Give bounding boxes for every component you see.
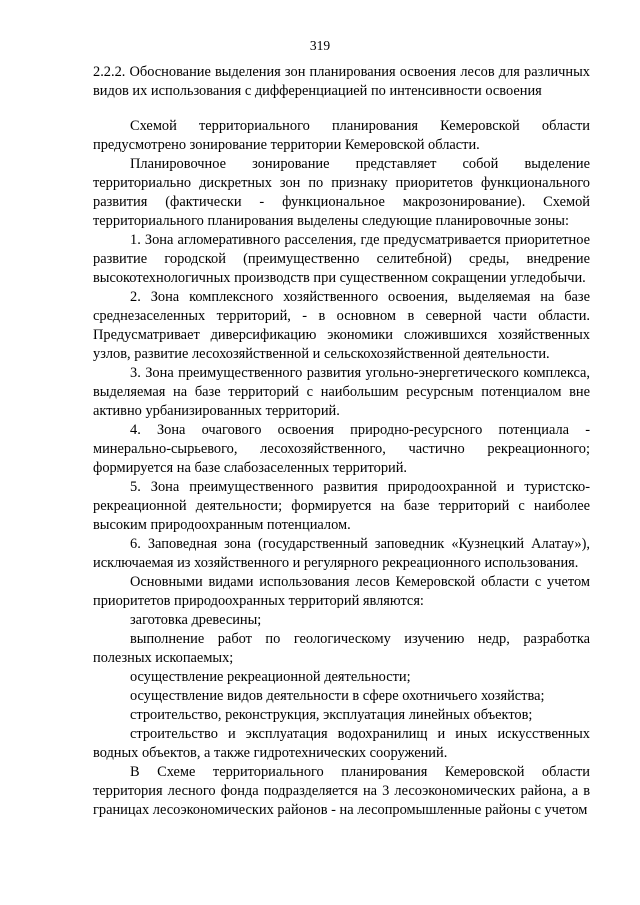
page-number: 319	[309, 38, 331, 53]
zone-item-1: 1. Зона агломеративного расселения, где предусматривается приоритетное развитие городской (преимущественно селитебной) среды, внедрение высокотехнологичных производств при существенном сокращении угледобычи.	[93, 232, 590, 286]
use-item-reservoirs: строительство и эксплуатация водохранилищ и иных искусственных водных объектов, а также гидротехнических сооружений.	[93, 726, 590, 761]
paragraph-intro: Схемой территориального планирования Кемеровской области предусмотрено зонирование территории Кемеровской области.	[93, 118, 590, 153]
paragraph-uses-intro: Основными видами использования лесов Кемеровской области с учетом приоритетов природоохранных территорий являются:	[93, 574, 590, 609]
paragraph-zoning: Планировочное зонирование представляет собой выделение территориально дискретных зон по признаку приоритетов функционального развития (фактически - функциональное макрозонирование). Схемой территориального планирования выделены следующие планировочные зоны:	[93, 156, 590, 229]
document-body	[93, 117, 590, 820]
use-item-linear-objects: строительство, реконструкция, эксплуатация линейных объектов;	[130, 707, 533, 723]
use-item-geology: выполнение работ по геологическому изучению недр, разработка полезных ископаемых;	[93, 631, 590, 666]
zone-item-3: 3. Зона преимущественного развития угольно-энергетического комплекса, выделяемая на базе территорий с наибольшим ресурсным потенциалом вне активно урбанизированных территорий.	[93, 365, 590, 419]
zone-item-6: 6. Заповедная зона (государственный заповедник «Кузнецкий Алатау»), исключаемая из хозяйственного и регулярного рекреационного использования.	[93, 536, 590, 571]
use-item-timber: заготовка древесины;	[130, 612, 262, 628]
use-item-recreation: осуществление рекреационной деятельности;	[130, 669, 411, 685]
use-item-hunting: осуществление видов деятельности в сфере охотничьего хозяйства;	[130, 688, 545, 704]
zone-item-4: 4. Зона очагового освоения природно-ресурсного потенциала - минерально-сырьевого, лесохозяйственного, частично рекреационного; формируется на базе слабозаселенных территорий.	[93, 422, 590, 476]
zone-item-2: 2. Зона комплексного хозяйственного освоения, выделяемая на базе среднезаселенных территорий, - в основном в северной части области. Предусматривает диверсификацию экономики сложившихся хозяйственных узлов, развитие лесохозяйственной и сельскохозяйственной деятельности.	[93, 289, 590, 362]
zone-item-5: 5. Зона преимущественного развития природоохранной и туристско-рекреационной деятельности; формируется на базе территорий с наиболее высоким природоохранным потенциалом.	[93, 479, 590, 533]
paragraph-forest-regions: В Схеме территориального планирования Кемеровской области территория лесного фонда подразделяется на 3 лесоэкономических района, а в границах лесоэкономических районов - на лесопромышленные районы с учетом	[93, 764, 590, 818]
section-heading: 2.2.2. Обоснование выделения зон планирования освоения лесов для различных видов их использования с дифференциацией по интенсивности освоения	[93, 64, 590, 99]
